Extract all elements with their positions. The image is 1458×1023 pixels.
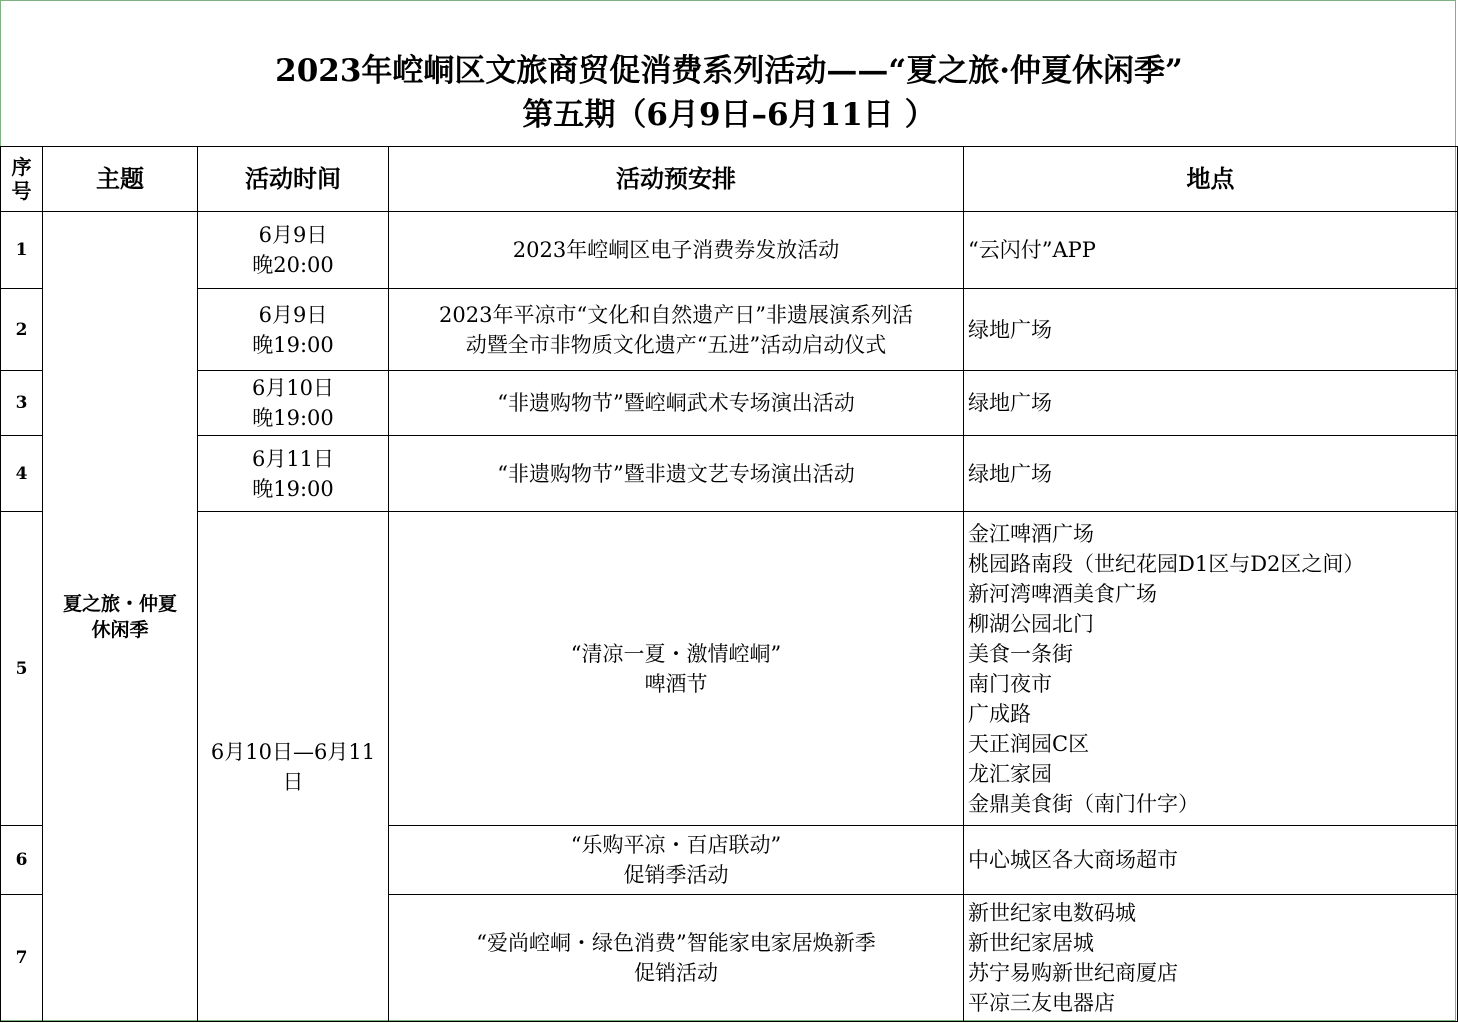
row-index: 1 (1, 212, 43, 289)
location-cell: “云闪付”APP (964, 212, 1458, 289)
table-row (1, 212, 1458, 289)
arrangement-cell: “清凉一夏・激情崆峒” 啤酒节 (389, 512, 964, 826)
row-index: 5 (1, 512, 43, 826)
row-index: 4 (1, 436, 43, 512)
arrangement-cell: “爱尚崆峒・绿色消费”智能家电家居焕新季 促销活动 (389, 895, 964, 1022)
header-location: 地点 (964, 147, 1458, 212)
row-index: 6 (1, 826, 43, 895)
arrangement-cell: “乐购平凉・百店联动” 促销季活动 (389, 826, 964, 895)
location-cell: 新世纪家电数码城 新世纪家居城 苏宁易购新世纪商厦店 平凉三友电器店 (964, 895, 1458, 1022)
time-cell: 6月9日 晚20:00 (198, 212, 389, 289)
arrangement-cell: “非遗购物节”暨崆峒武术专场演出活动 (389, 371, 964, 436)
arrangement-cell: “非遗购物节”暨非遗文艺专场演出活动 (389, 436, 964, 512)
time-cell: 6月9日 晚19:00 (198, 289, 389, 371)
arrangement-cell: 2023年平凉市“文化和自然遗产日”非遗展演系列活 动暨全市非物质文化遗产“五进”活动启动仪式 (389, 289, 964, 371)
location-cell: 绿地广场 (964, 436, 1458, 512)
header-time: 活动时间 (198, 147, 389, 212)
table-row (1, 289, 1458, 371)
activity-table (0, 146, 1458, 1022)
arrangement-cell: 2023年崆峒区电子消费券发放活动 (389, 212, 964, 289)
table-header-row (1, 147, 1458, 212)
location-cell: 绿地广场 (964, 289, 1458, 371)
location-cell: 中心城区各大商场超市 (964, 826, 1458, 895)
row-index: 3 (1, 371, 43, 436)
theme-cell: 夏之旅・仲夏 休闲季 (43, 212, 198, 1022)
table-row (1, 436, 1458, 512)
title-line-1: 2023年崆峒区文旅商贸促消费系列活动——“夏之旅·仲夏休闲季” (275, 53, 1183, 89)
location-cell: 金江啤酒广场 桃园路南段（世纪花园D1区与D2区之间） 新河湾啤酒美食广场 柳湖公园北门 美食一条街 南门夜市 广成路 天正润园C区 龙汇家园 金鼎美食街（南门什字） (964, 512, 1458, 826)
table-row (1, 512, 1458, 826)
time-cell: 6月10日 晚19:00 (198, 371, 389, 436)
time-cell: 6月11日 晚19:00 (198, 436, 389, 512)
header-arrangement: 活动预安排 (389, 147, 964, 212)
row-index: 7 (1, 895, 43, 1022)
table-row (1, 371, 1458, 436)
shared-time-cell: 6月10日—6月11 日 (198, 512, 389, 1022)
title-line-2: 第五期（6月9日–6月11日 ） (522, 97, 936, 133)
row-index: 2 (1, 289, 43, 371)
header-theme: 主题 (43, 147, 198, 212)
header-index: 序 号 (1, 147, 43, 212)
location-cell: 绿地广场 (964, 371, 1458, 436)
page-title (1, 49, 1457, 137)
